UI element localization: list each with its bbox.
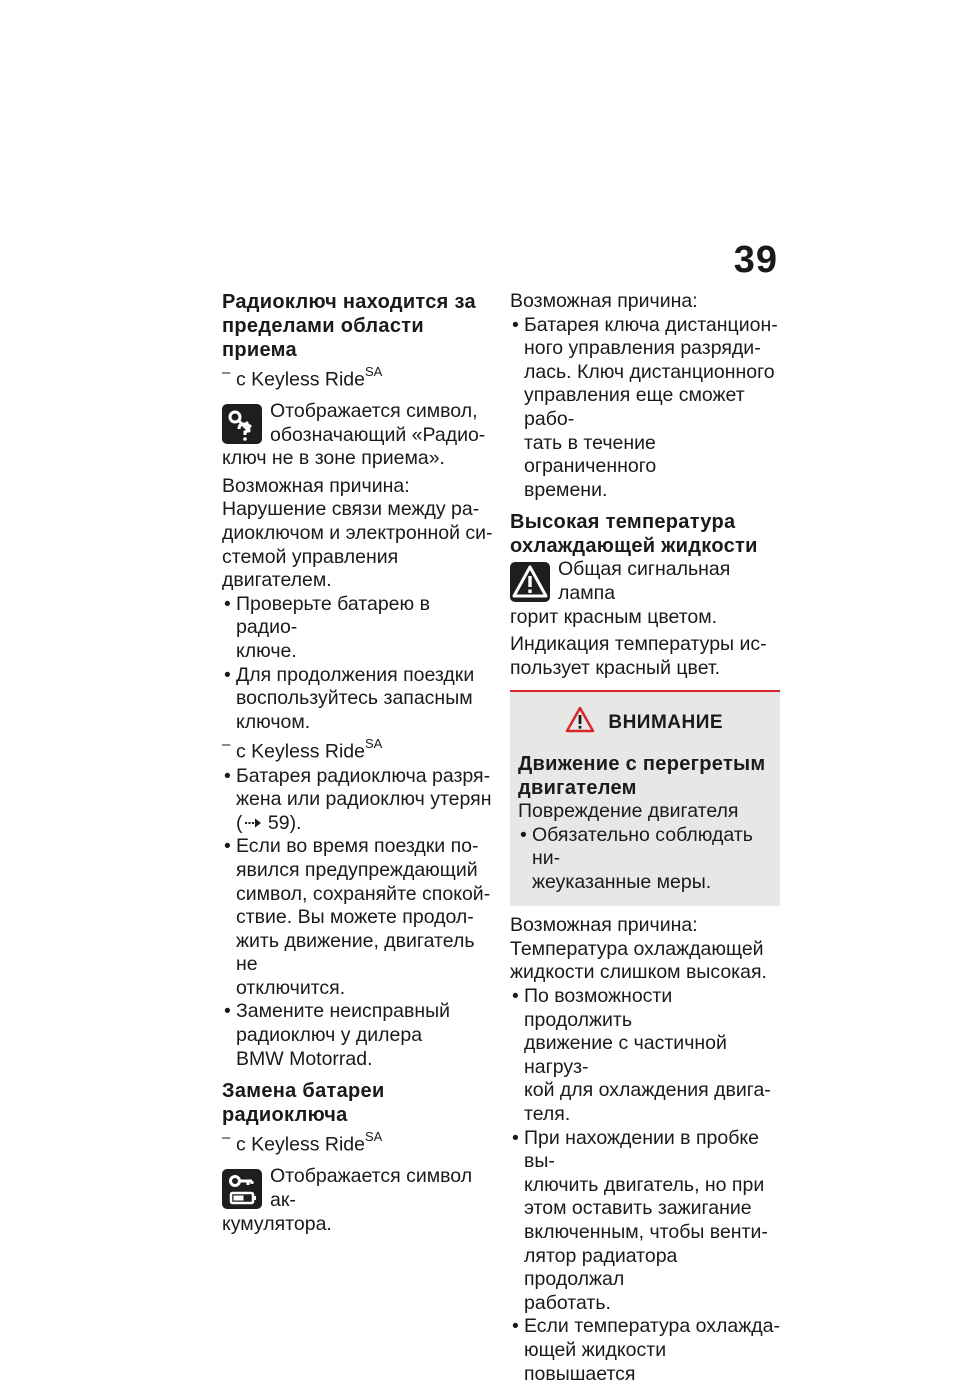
cause-text: Температура охлаждающей жидкости слишком высокая.: [510, 937, 767, 984]
page-number: 39: [733, 239, 778, 281]
indicator-description: Отображается символ, обозначающий «Радио- ключ не в зоне приема».: [222, 400, 486, 470]
bullet-item: • Если температура охлажда- ющей жидкости повышается: [512, 1315, 781, 1385]
indication-text: Индикация температуры ис- пользует красный цвет.: [510, 633, 767, 679]
warning-box: [510, 690, 780, 906]
bullet-item: • При нахождении в пробке вы- ключить двигатель, но при этом оставить зажигание включенным, чтобы венти- лятор радиатора продолжал работать.: [512, 1126, 768, 1314]
warning-triangle-icon: [565, 706, 595, 740]
section-title-coolant-temperature: Высокая температура охлаждающей жидкости: [510, 511, 758, 558]
bullet-item: • По возможности продолжить движение с частичной нагруз- кой для охлаждения двига- теля.: [512, 985, 771, 1126]
warning-damage: Повреждение двигателя: [518, 799, 739, 822]
general-warning-triangle-icon: [510, 562, 550, 602]
warning-title: ВНИМАНИЕ: [608, 712, 724, 734]
section-title-key-out-of-range: Радиоключ находится за пределами области приема: [222, 291, 476, 361]
bullet-item: • Обязательно соблюдать ни- жеуказанные меры.: [520, 823, 753, 893]
left-column: [222, 290, 494, 1236]
condition-keyless-ride: – с Keyless Ride$^{SA}$: [222, 362, 494, 392]
radio-key-question-icon: [222, 404, 262, 444]
warning-header: [518, 706, 770, 740]
condition-keyless-ride: – с Keyless Ride$^{SA}$: [222, 734, 494, 764]
bullet-item: • Замените неисправный радиоключ у дилера BMW Motorrad.: [224, 1000, 451, 1070]
section-title-battery-replacement: Замена батареи радиоключа: [222, 1080, 385, 1127]
indicator-description: Общая сигнальная лампа горит красным цветом.: [510, 558, 731, 628]
bullet-item: • Проверьте батарею в радио- ключе.: [224, 592, 430, 663]
indicator-description: Отображается символ ак- кумулятора.: [222, 1165, 473, 1235]
condition-keyless-ride: – с Keyless Ride$^{SA}$: [222, 1127, 494, 1157]
page-reference-link[interactable]: 59: [267, 811, 290, 834]
bullet-item: • Если во время поездки по- явился предупреждающий символ, сохраняйте спокой- ствие. Вы можете продол- жить движение, двигатель не отключится.: [224, 835, 491, 999]
bullet-item: • Батарея ключа дистанцион- ного управления разряди- лась. Ключ дистанционного управления еще сможет рабо- тать в течение ограниченного времени.: [512, 313, 778, 501]
cause-label: Возможная причина:: [510, 914, 698, 937]
bullet-item: • Батарея радиоключа разря- жена или радиоключ утерян ( 59).: [224, 764, 492, 834]
cause-label: Возможная причина:: [222, 474, 410, 497]
cause-label: Возможная причина:: [510, 290, 698, 312]
cause-text: Нарушение связи между ра- диоключом и электронной си- стемой управления двигателем.: [222, 498, 493, 592]
warning-subtitle: Движение с перегретым двигателем: [518, 752, 766, 799]
key-battery-icon: [222, 1169, 262, 1209]
page-reference-arrow-icon: [243, 812, 263, 836]
right-column: [510, 290, 780, 1386]
bullet-item: • Для продолжения поездки воспользуйтесь запасным ключом.: [224, 663, 475, 733]
